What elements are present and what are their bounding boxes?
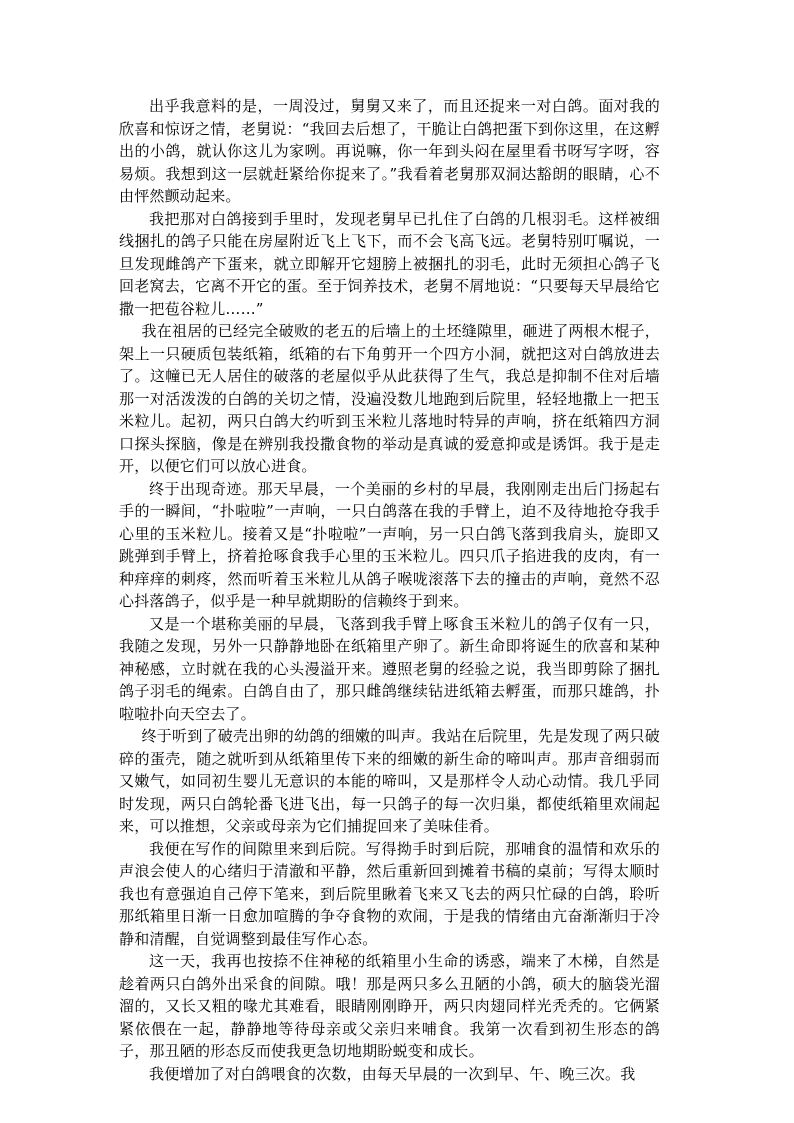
paragraph-9: 我便增加了对白鸽喂食的次数，由每天早晨的一次到早、午、晚三次。我 <box>149 1064 636 1083</box>
paragraph-4: 终于出现奇迹。那天早晨，一个美丽的乡村的早晨，我刚刚走出后门扬起右手的一瞬间，“扑啦啦”一声响，一只白鸽落在我的手臂上，迫不及待地抢夺我手心里的玉米粒儿。接着又是“扑啦啦”一声响，另一只白鸽飞落到我肩头，旋即又跳弹到手臂上，挤着抢啄食我手心里的玉米粒儿。四只爪子掐进我的皮肉，有一种痒痒的刺疼，然而听着玉米粒儿从鸽子喉咙滚落下去的撞击的声响，竟然不忍心抖落鸽子，似乎是一种早就期盼的信赖终于到来。 <box>119 479 660 610</box>
paragraph-7: 我便在写作的间隙里来到后院。写得拗手时到后院，那哺食的温情和欢乐的声浪会使人的心绪归于清澈和平静，然后重新回到摊着书稿的桌前；写得太顺时我也有意强迫自己停下笔来，到后院里瞅着飞来又飞去的两只忙碌的白鸽，聆听那纸箱里日渐一日愈加喧腾的争夺食物的欢闹，于是我的情绪由亢奋渐渐归于冷静和清醒，自觉调整到最佳写作心态。 <box>119 839 660 948</box>
paragraph-1: 出乎我意料的是，一周没过，舅舅又来了，而且还捉来一对白鸽。面对我的欣喜和惊讶之情，老舅说：“我回去后想了，干脆让白鸽把蛋下到你这里，在这孵出的小鸽，就认你这儿为家咧。再说嘛，你一年到头闷在屋里看书呀写字呀，容易烦。我想到这一层就赶紧给你捉来了。”我看着老舅那双洞达豁朗的眼睛，心不由怦然颤动起来。 <box>119 97 660 205</box>
paragraph-8: 这一天，我再也按捺不住神秘的纸箱里小生命的诱惑，端来了木梯，自然是趁着两只白鸽外出采食的间隙。哦！那是两只多么丑陋的小鸽，硕大的脑袋光溜溜的，又长又粗的喙尤其难看，眼睛刚刚睁开，两只肉翅同样光秃秃的。它俩紧紧依偎在一起，静静地等待母亲或父亲归来哺食。我第一次看到初生形态的鸽子，那丑陋的形态反而使我更急切地期盼蜕变和成长。 <box>119 952 660 1060</box>
document-body <box>119 95 660 1085</box>
paragraph-6: 终于听到了破壳出卵的幼鸽的细嫩的叫声。我站在后院里，先是发现了两只破碎的蛋壳，随之就听到从纸箱里传下来的细嫩的新生命的啼叫声。那声音细弱而又嫩气，如同初生婴儿无意识的本能的啼叫，又是那样令人动心动情。我几乎同时发现，两只白鸽轮番飞进飞出，每一只鸽子的每一次归巢，都使纸箱里欢闹起来，可以推想，父亲或母亲为它们捕捉回来了美味佳肴。 <box>119 727 660 835</box>
paragraph-2: 我把那对白鸽接到手里时，发现老舅早已扎住了白鸽的几根羽毛。这样被细线捆扎的鸽子只能在房屋附近飞上飞下，而不会飞高飞远。老舅特别叮嘱说，一旦发现雌鸽产下蛋来，就立即解开它翅膀上被捆扎的羽毛，此时无须担心鸽子飞回老窝去，它离不开它的蛋。至于饲养技术，老舅不屑地说：“只要每天早晨给它撒一把苞谷粒儿……” <box>119 209 660 318</box>
paragraph-3: 我在祖居的已经完全破败的老五的后墙上的土坯缝隙里，砸进了两根木棍子，架上一只硬质包装纸箱，纸箱的右下角剪开一个四方小洞，就把这对白鸽放进去了。这幢已无人居住的破落的老屋似乎从此获得了生气，我总是抑制不住对后墙那一对活泼泼的白鸽的关切之情，没遍没数儿地跑到后院里，轻轻地撒上一把玉米粒儿。起初，两只白鸽大约听到玉米粒儿落地时特异的声响，挤在纸箱四方洞口探头探脑，像是在辨别我投撒食物的举动是真诚的爱意抑或是诱饵。我于是走开，以便它们可以放心进食。 <box>119 322 660 475</box>
paragraph-5: 又是一个堪称美丽的早晨，飞落到我手臂上啄食玉米粒儿的鸽子仅有一只，我随之发现，另外一只静静地卧在纸箱里产卵了。新生命即将诞生的欣喜和某种神秘感，立时就在我的心头漫溢开来。遵照老舅的经验之说，我当即剪除了捆扎鸽子羽毛的绳索。白鸽自由了，那只雌鸽继续钻进纸箱去孵蛋，而那只雄鸽，扑啦啦扑向天空去了。 <box>119 614 660 723</box>
